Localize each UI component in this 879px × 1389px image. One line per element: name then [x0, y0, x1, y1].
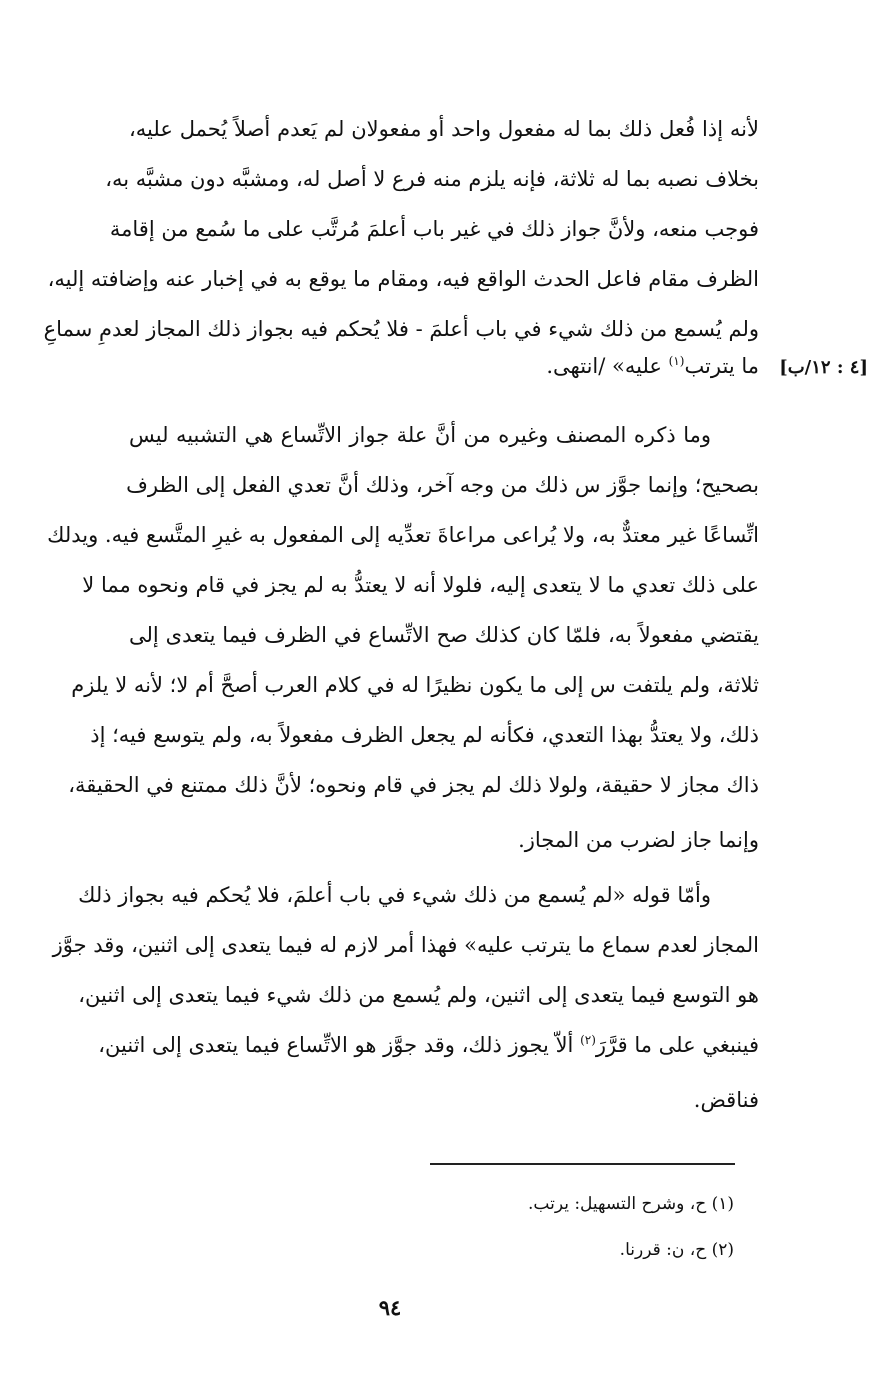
text-line: فناقض. [693, 1088, 759, 1112]
text-line: وما ذكره المصنف وغيره من أنَّ علة جواز الاتِّساع هي التشبيه ليس [129, 423, 711, 447]
text-line: اتِّساعًا غير معتدٌّ به، ولا يُراعى مراعاةَ تعدِّيه إلى المفعول به غيرِ المتَّسع فيه. ويدلك [47, 523, 759, 547]
text-line: بصحيح؛ وإنما جوَّز س ذلك من وجه آخر، وذلك أنَّ تعدي الفعل إلى الظرف [126, 473, 759, 497]
folio-margin-note: [٤ : ١٢/ب] [779, 357, 868, 378]
text-line [129, 341, 759, 391]
footnote: (٢) ح، ن: قررنا. [619, 1240, 734, 1260]
text-line [98, 1020, 759, 1070]
text-line: ثلاثة، ولم يلتفت س إلى ما يكون نظيرًا له في كلام العرب أصحَّ أم لا؛ لأنه لا يلزم [71, 673, 759, 697]
text-line: لأنه إذا فُعل ذلك بما له مفعول واحد أو مفعولان لم يَعدم أصلاً يُحمل عليه، [129, 117, 759, 141]
text-span: ألاّ يجوز ذلك، وقد جوَّز هو الاتِّساع فيما يتعدى إلى اثنين، [98, 1033, 581, 1057]
text-line: ولم يُسمع من ذلك شيء في باب أعلمَ - فلا يُحكم فيه بجواز ذلك المجاز لعدمِ سماعِ [43, 317, 759, 341]
text-line: يقتضي مفعولاً به، فلمّا كان كذلك صح الاتِّساع في الظرف فيما يتعدى إلى [129, 623, 759, 647]
text-line: المجاز لعدم سماع ما يترتب عليه» فهذا أمر لازم له فيما يتعدى إلى اثنين، وقد جوَّز [52, 933, 759, 957]
footnote-divider [430, 1163, 735, 1165]
page-number: ٩٤ [378, 1295, 402, 1320]
text-line: وإنما جاز لضرب من المجاز. [518, 828, 759, 852]
footnote: (١) ح، وشرح التسهيل: يرتب. [527, 1194, 734, 1214]
text-line: الظرف مقام فاعل الحدث الواقع فيه، ومقام ما يوقع به في إخبار عنه وإضافته إليه، [47, 267, 759, 291]
footnote-reference: (٢) [580, 1033, 596, 1047]
text-line: فوجب منعه، ولأنَّ جواز ذلك في غير باب أعلمَ مُرتَّب على ما سُمع من إقامة [109, 217, 759, 241]
text-line: هو التوسع فيما يتعدى إلى اثنين، ولم يُسمع من ذلك شيء فيما يتعدى إلى اثنين، [78, 983, 759, 1007]
footnote-reference: (١) [668, 354, 685, 368]
text-span: ما يترتب [684, 354, 759, 378]
text-span: عليه» /انتهى. [546, 354, 669, 378]
text-line: وأمّا قوله «لم يُسمع من ذلك شيء في باب أعلمَ، فلا يُحكم فيه بجواز ذلك [78, 883, 711, 907]
text-line: بخلاف نصبه بما له ثلاثة، فإنه يلزم منه فرع لا أصل له، ومشبَّه دون مشبَّه به، [105, 167, 759, 191]
text-line: ذلك، ولا يعتدُّ بهذا التعدي، فكأنه لم يجعل الظرف مفعولاً به، ولم يتوسع فيه؛ إذ [90, 723, 759, 747]
text-line: ذاك مجاز لا حقيقة، ولولا ذلك لم يجز في قام ونحوه؛ لأنَّ ذلك ممتنع في الحقيقة، [68, 773, 759, 797]
text-line: على ذلك تعدي ما لا يتعدى إليه، فلولا أنه لا يعتدُّ به لم يجز في قام ونحوه مما لا [82, 573, 759, 597]
text-span: فينبغي على ما قرَّرَ [595, 1033, 759, 1057]
